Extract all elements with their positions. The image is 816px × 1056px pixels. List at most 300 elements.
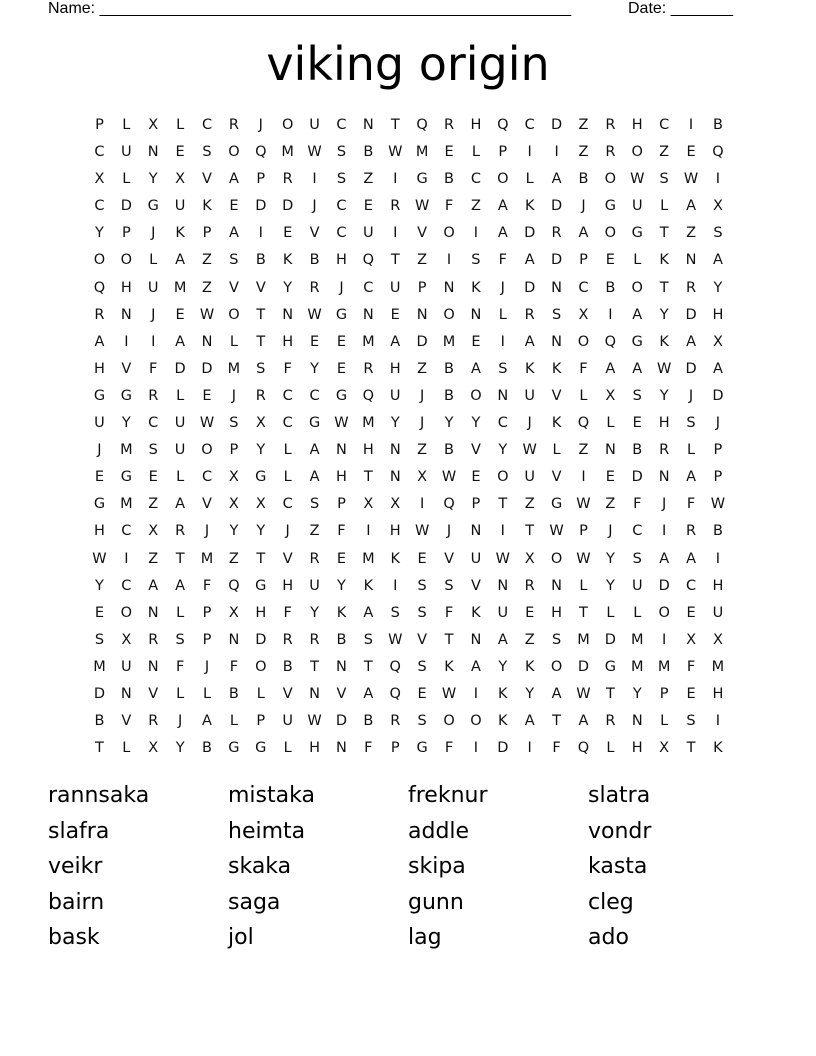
grid-letter: K [551, 415, 562, 432]
grid-letter: L [176, 604, 185, 621]
grid-letter: P [229, 442, 239, 459]
grid-letter: K [713, 740, 723, 757]
letter-grid [86, 112, 731, 762]
grid-letter: X [659, 740, 670, 757]
grid-letter: I [419, 496, 425, 513]
grid-letter: Z [605, 496, 616, 513]
grid-letter: V [444, 550, 454, 567]
grid-letter: J [97, 442, 102, 459]
grid-letter: U [147, 279, 159, 296]
grid-letter: G [631, 225, 643, 242]
grid-letter: X [228, 604, 239, 621]
grid-letter: A [605, 360, 616, 377]
grid-letter: S [417, 658, 427, 675]
grid-letter: R [551, 225, 562, 242]
grid-letter: J [204, 658, 210, 675]
grid-letter: L [660, 713, 669, 730]
grid-letter: A [686, 550, 696, 567]
grid-letter: A [497, 631, 508, 648]
grid-letter: G [416, 740, 428, 757]
grid-letter: E [309, 333, 320, 350]
grid-letter: I [715, 713, 721, 730]
grid-letter: L [579, 577, 588, 594]
grid-letter: X [712, 198, 723, 215]
grid-letter: I [393, 225, 398, 242]
grid-letter: H [120, 279, 132, 296]
grid-letter: Y [95, 225, 104, 242]
grid-letter: Z [309, 523, 320, 540]
grid-letter: O [443, 306, 455, 323]
grid-letter: R [524, 577, 535, 594]
grid-letter: L [471, 144, 480, 161]
grid-letter: T [95, 740, 104, 757]
grid-letter: R [309, 279, 320, 296]
grid-letter: T [444, 631, 454, 648]
grid-letter: A [228, 225, 239, 242]
grid-letter: S [551, 631, 562, 648]
grid-letter: I [124, 333, 129, 350]
grid-letter: B [712, 523, 723, 540]
grid-letter: Q [255, 144, 267, 161]
grid-letter: S [175, 631, 185, 648]
grid-letter: A [470, 360, 481, 377]
grid-letter: V [309, 225, 320, 242]
grid-letter: C [336, 198, 347, 215]
grid-letter: M [227, 360, 241, 377]
grid-letter: C [148, 415, 159, 432]
grid-letter: H [93, 360, 105, 377]
grid-letter: J [258, 117, 263, 133]
grid-letter: E [175, 306, 185, 323]
grid-letter: Z [578, 117, 589, 133]
grid-letter: G [120, 387, 132, 404]
grid-letter: N [497, 577, 509, 594]
grid-letter: W [576, 685, 591, 702]
grid-letter: Q [362, 252, 375, 269]
grid-letter: L [176, 387, 185, 404]
grid-letter: Z [417, 252, 428, 269]
grid-letter: L [122, 117, 131, 133]
grid-letter: Y [498, 442, 508, 459]
grid-letter: I [473, 685, 479, 702]
grid-letter: V [470, 577, 481, 594]
grid-letter: B [444, 442, 454, 459]
grid-letter: I [124, 550, 129, 567]
grid-letter: R [443, 117, 455, 133]
grid-letter: R [255, 387, 266, 404]
grid-letter: M [173, 279, 187, 296]
grid-letter: K [390, 550, 400, 567]
grid-letter: K [498, 685, 508, 702]
grid-letter: I [581, 469, 586, 486]
grid-letter: G [93, 496, 106, 513]
grid-letter: O [228, 306, 240, 323]
grid-letter: C [632, 523, 643, 540]
grid-letter: A [632, 306, 643, 323]
grid-letter: W [522, 442, 537, 459]
grid-letter: A [470, 658, 481, 675]
grid-letter: S [390, 604, 400, 621]
grid-letter: S [417, 713, 427, 730]
grid-letter: P [202, 604, 212, 621]
grid-letter: Y [310, 604, 319, 621]
grid-letter: N [470, 631, 482, 648]
grid-letter: R [309, 631, 320, 648]
grid-letter: F [444, 198, 454, 215]
grid-letter: E [229, 198, 239, 215]
grid-letter: E [336, 550, 347, 567]
grid-letter: B [202, 740, 212, 757]
grid-letter: B [632, 442, 643, 459]
name-field-label: Name: _____________________________________________________ [48, 0, 572, 17]
grid-letter: P [202, 631, 212, 648]
grid-letter: T [659, 225, 669, 242]
grid-letter: S [202, 144, 212, 161]
grid-letter: X [524, 550, 535, 567]
grid-letter: L [283, 442, 292, 459]
grid-letter: O [281, 117, 294, 133]
grid-letter: N [551, 577, 563, 594]
grid-letter: L [176, 117, 185, 133]
grid-letter: G [255, 577, 267, 594]
grid-letter: F [283, 360, 292, 377]
grid-letter: C [282, 387, 293, 404]
grid-letter: Q [389, 658, 401, 675]
grid-letter: K [524, 360, 535, 377]
grid-letter: Y [498, 658, 508, 675]
grid-letter: G [604, 658, 616, 675]
grid-letter: V [551, 469, 562, 486]
grid-letter: Z [417, 360, 428, 377]
grid-letter: J [285, 523, 290, 540]
grid-letter: K [524, 198, 535, 215]
grid-letter: I [527, 740, 532, 757]
grid-letter: P [256, 713, 266, 730]
grid-letter: A [551, 171, 562, 188]
grid-letter: A [175, 496, 186, 513]
grid-letter: B [444, 171, 454, 188]
grid-letter: Z [202, 252, 212, 269]
grid-letter: K [524, 658, 535, 675]
grid-letter: F [283, 604, 292, 621]
grid-letter: C [578, 279, 589, 296]
word-list [48, 778, 768, 956]
grid-letter: S [94, 631, 105, 648]
grid-letter: U [470, 550, 482, 567]
grid-letter: H [362, 442, 374, 459]
grid-letter: N [470, 523, 482, 540]
grid-letter: C [94, 144, 105, 161]
grid-letter: N [228, 631, 240, 648]
grid-letter: W [414, 523, 430, 540]
grid-letter: L [283, 469, 292, 486]
grid-letter: H [631, 740, 643, 757]
grid-letter: H [255, 604, 267, 621]
grid-letter: S [148, 442, 158, 459]
grid-letter: E [471, 469, 481, 486]
grid-letter: X [605, 387, 616, 404]
grid-letter: N [443, 279, 455, 296]
grid-letter: U [174, 415, 186, 432]
grid-letter: D [174, 360, 186, 377]
grid-letter: U [497, 604, 509, 621]
grid-letter: O [201, 442, 213, 459]
grid-letter: N [120, 306, 132, 323]
grid-letter: B [336, 631, 347, 648]
grid-letter: S [229, 415, 239, 432]
grid-letter: M [362, 550, 375, 567]
grid-letter: Z [148, 550, 159, 567]
grid-letter: C [685, 577, 697, 594]
grid-letter: W [710, 496, 726, 513]
grid-letter: O [470, 387, 482, 404]
grid-letter: K [363, 577, 374, 594]
page-title: viking origin [266, 37, 550, 91]
word-list-item: slatra [588, 783, 651, 808]
grid-letter: G [120, 469, 132, 486]
grid-letter: M [281, 144, 294, 161]
grid-letter: A [363, 685, 374, 702]
grid-letter: A [712, 252, 723, 269]
grid-letter: U [389, 279, 401, 296]
grid-letter: N [604, 442, 616, 459]
grid-letter: C [309, 387, 320, 404]
grid-letter: O [443, 225, 455, 242]
grid-letter: N [416, 306, 428, 323]
grid-letter: B [363, 713, 374, 730]
grid-letter: J [715, 415, 721, 432]
grid-letter: A [94, 333, 105, 350]
grid-letter: V [148, 685, 159, 702]
grid-letter: V [121, 713, 132, 730]
grid-letter: E [417, 550, 427, 567]
grid-letter: W [92, 550, 107, 567]
grid-letter: E [471, 333, 481, 350]
grid-letter: I [446, 252, 452, 269]
grid-letter: N [497, 387, 509, 404]
grid-letter: H [658, 415, 670, 432]
grid-letter: J [688, 387, 694, 404]
grid-letter: C [201, 117, 213, 133]
grid-letter: O [120, 604, 133, 621]
grid-letter: Y [121, 415, 131, 432]
grid-letter: J [177, 713, 183, 730]
grid-letter: W [656, 360, 672, 377]
word-list-item: skipa [408, 854, 466, 879]
grid-letter: F [229, 658, 239, 675]
grid-letter: D [282, 198, 294, 215]
grid-letter: K [659, 333, 669, 350]
grid-letter: G [228, 740, 240, 757]
grid-letter: V [336, 685, 347, 702]
grid-letter: T [686, 740, 696, 757]
word-list-item: saga [228, 889, 281, 915]
grid-letter: X [363, 496, 374, 513]
grid-letter: U [631, 198, 643, 215]
grid-letter: L [633, 604, 642, 621]
grid-letter: Y [256, 523, 266, 540]
grid-letter: R [605, 117, 616, 133]
grid-letter: S [632, 387, 642, 404]
grid-letter: H [712, 577, 724, 594]
grid-letter: O [631, 279, 643, 296]
grid-letter: C [497, 415, 508, 432]
grid-letter: K [471, 604, 481, 621]
grid-letter: F [579, 360, 588, 377]
grid-letter: Y [659, 387, 669, 404]
grid-letter: A [632, 360, 643, 377]
grid-letter: F [444, 604, 454, 621]
grid-letter: T [498, 496, 508, 513]
grid-letter: R [309, 550, 320, 567]
grid-letter: H [712, 685, 724, 702]
grid-letter: L [122, 171, 131, 188]
word-list-item: ado [588, 925, 629, 950]
grid-letter: A [524, 252, 535, 269]
grid-letter: L [202, 685, 212, 702]
grid-letter: J [419, 415, 425, 432]
grid-letter: G [631, 333, 643, 350]
grid-letter: N [201, 333, 213, 350]
grid-letter: N [389, 442, 401, 459]
grid-letter: K [659, 252, 669, 269]
grid-letter: Y [175, 740, 185, 757]
grid-letter: L [686, 442, 696, 459]
grid-letter: H [389, 523, 401, 540]
grid-letter: X [148, 523, 159, 540]
grid-letter: E [686, 604, 696, 621]
grid-letter: H [93, 523, 105, 540]
grid-letter: T [390, 117, 400, 133]
grid-letter: M [200, 550, 214, 567]
grid-letter: D [551, 252, 563, 269]
grid-letter: V [228, 279, 239, 296]
grid-letter: S [229, 252, 239, 269]
grid-letter: M [657, 658, 671, 675]
grid-letter: Y [390, 415, 400, 432]
grid-letter: U [174, 198, 186, 215]
grid-letter: W [683, 171, 699, 188]
grid-letter: Q [604, 333, 617, 350]
grid-letter: J [339, 279, 344, 296]
grid-letter: F [337, 523, 346, 540]
grid-letter: A [524, 333, 535, 350]
grid-letter: Q [389, 685, 401, 702]
grid-letter: E [336, 360, 347, 377]
grid-letter: A [148, 577, 159, 594]
grid-letter: V [551, 387, 562, 404]
grid-letter: V [282, 685, 293, 702]
grid-letter: Y [659, 306, 669, 323]
grid-letter: C [121, 577, 132, 594]
grid-letter: A [175, 577, 186, 594]
grid-letter: R [282, 631, 293, 648]
grid-letter: F [149, 360, 158, 377]
grid-letter: Q [362, 387, 375, 404]
grid-letter: H [389, 360, 401, 377]
grid-letter: H [282, 333, 294, 350]
grid-letter: I [500, 523, 505, 540]
grid-letter: G [93, 387, 106, 404]
grid-letter: L [149, 252, 158, 269]
grid-letter: U [389, 387, 401, 404]
grid-letter: E [390, 306, 400, 323]
grid-letter: W [199, 306, 215, 323]
grid-letter: Y [605, 577, 615, 594]
word-list-item: jol [228, 925, 254, 950]
grid-letter: S [686, 415, 696, 432]
grid-letter: C [524, 117, 535, 133]
grid-letter: R [605, 713, 616, 730]
grid-letter: B [94, 713, 105, 730]
grid-letter: X [228, 496, 239, 513]
grid-letter: Y [95, 577, 104, 594]
grid-letter: V [470, 442, 481, 459]
grid-letter: W [199, 415, 215, 432]
grid-letter: P [713, 442, 723, 459]
grid-letter: M [120, 496, 133, 513]
grid-letter: E [525, 604, 535, 621]
grid-letter: W [549, 523, 564, 540]
grid-letter: N [389, 469, 401, 486]
grid-letter: E [444, 144, 454, 161]
grid-letter: C [336, 225, 347, 242]
grid-letter: Y [444, 415, 454, 432]
grid-letter: G [308, 415, 321, 432]
grid-letter: A [202, 713, 212, 730]
grid-letter: C [659, 117, 670, 133]
grid-letter: T [175, 550, 185, 567]
grid-letter: F [444, 740, 454, 757]
grid-letter: B [605, 279, 616, 296]
grid-letter: N [362, 117, 374, 133]
grid-letter: I [554, 144, 559, 161]
grid-letter: O [658, 604, 670, 621]
grid-letter: A [175, 252, 186, 269]
grid-letter: R [148, 631, 159, 648]
header-line [48, 0, 748, 20]
word-list-item: cleg [588, 889, 634, 915]
grid-letter: B [228, 685, 239, 702]
grid-letter: Y [229, 523, 239, 540]
grid-letter: M [93, 658, 106, 675]
grid-letter: P [256, 171, 266, 188]
grid-letter: E [148, 469, 158, 486]
grid-letter: P [95, 117, 104, 133]
grid-letter: F [686, 658, 696, 675]
grid-letter: D [93, 685, 106, 702]
grid-letter: C [470, 171, 481, 188]
grid-letter: U [282, 713, 293, 730]
grid-letter: E [94, 604, 105, 621]
grid-letter: D [524, 279, 536, 296]
grid-letter: M [631, 658, 644, 675]
grid-letter: S [336, 144, 347, 161]
grid-letter: R [686, 523, 697, 540]
grid-letter: V [121, 360, 132, 377]
grid-letter: L [283, 740, 292, 757]
grid-letter: U [174, 442, 186, 459]
grid-letter: T [256, 333, 266, 350]
grid-letter: A [524, 713, 535, 730]
grid-letter: O [93, 252, 106, 269]
grid-letter: D [685, 306, 697, 323]
grid-letter: O [443, 713, 455, 730]
grid-letter: W [576, 496, 591, 513]
grid-letter: M [577, 631, 590, 648]
grid-letter: L [606, 415, 615, 432]
grid-letter: K [336, 604, 347, 621]
